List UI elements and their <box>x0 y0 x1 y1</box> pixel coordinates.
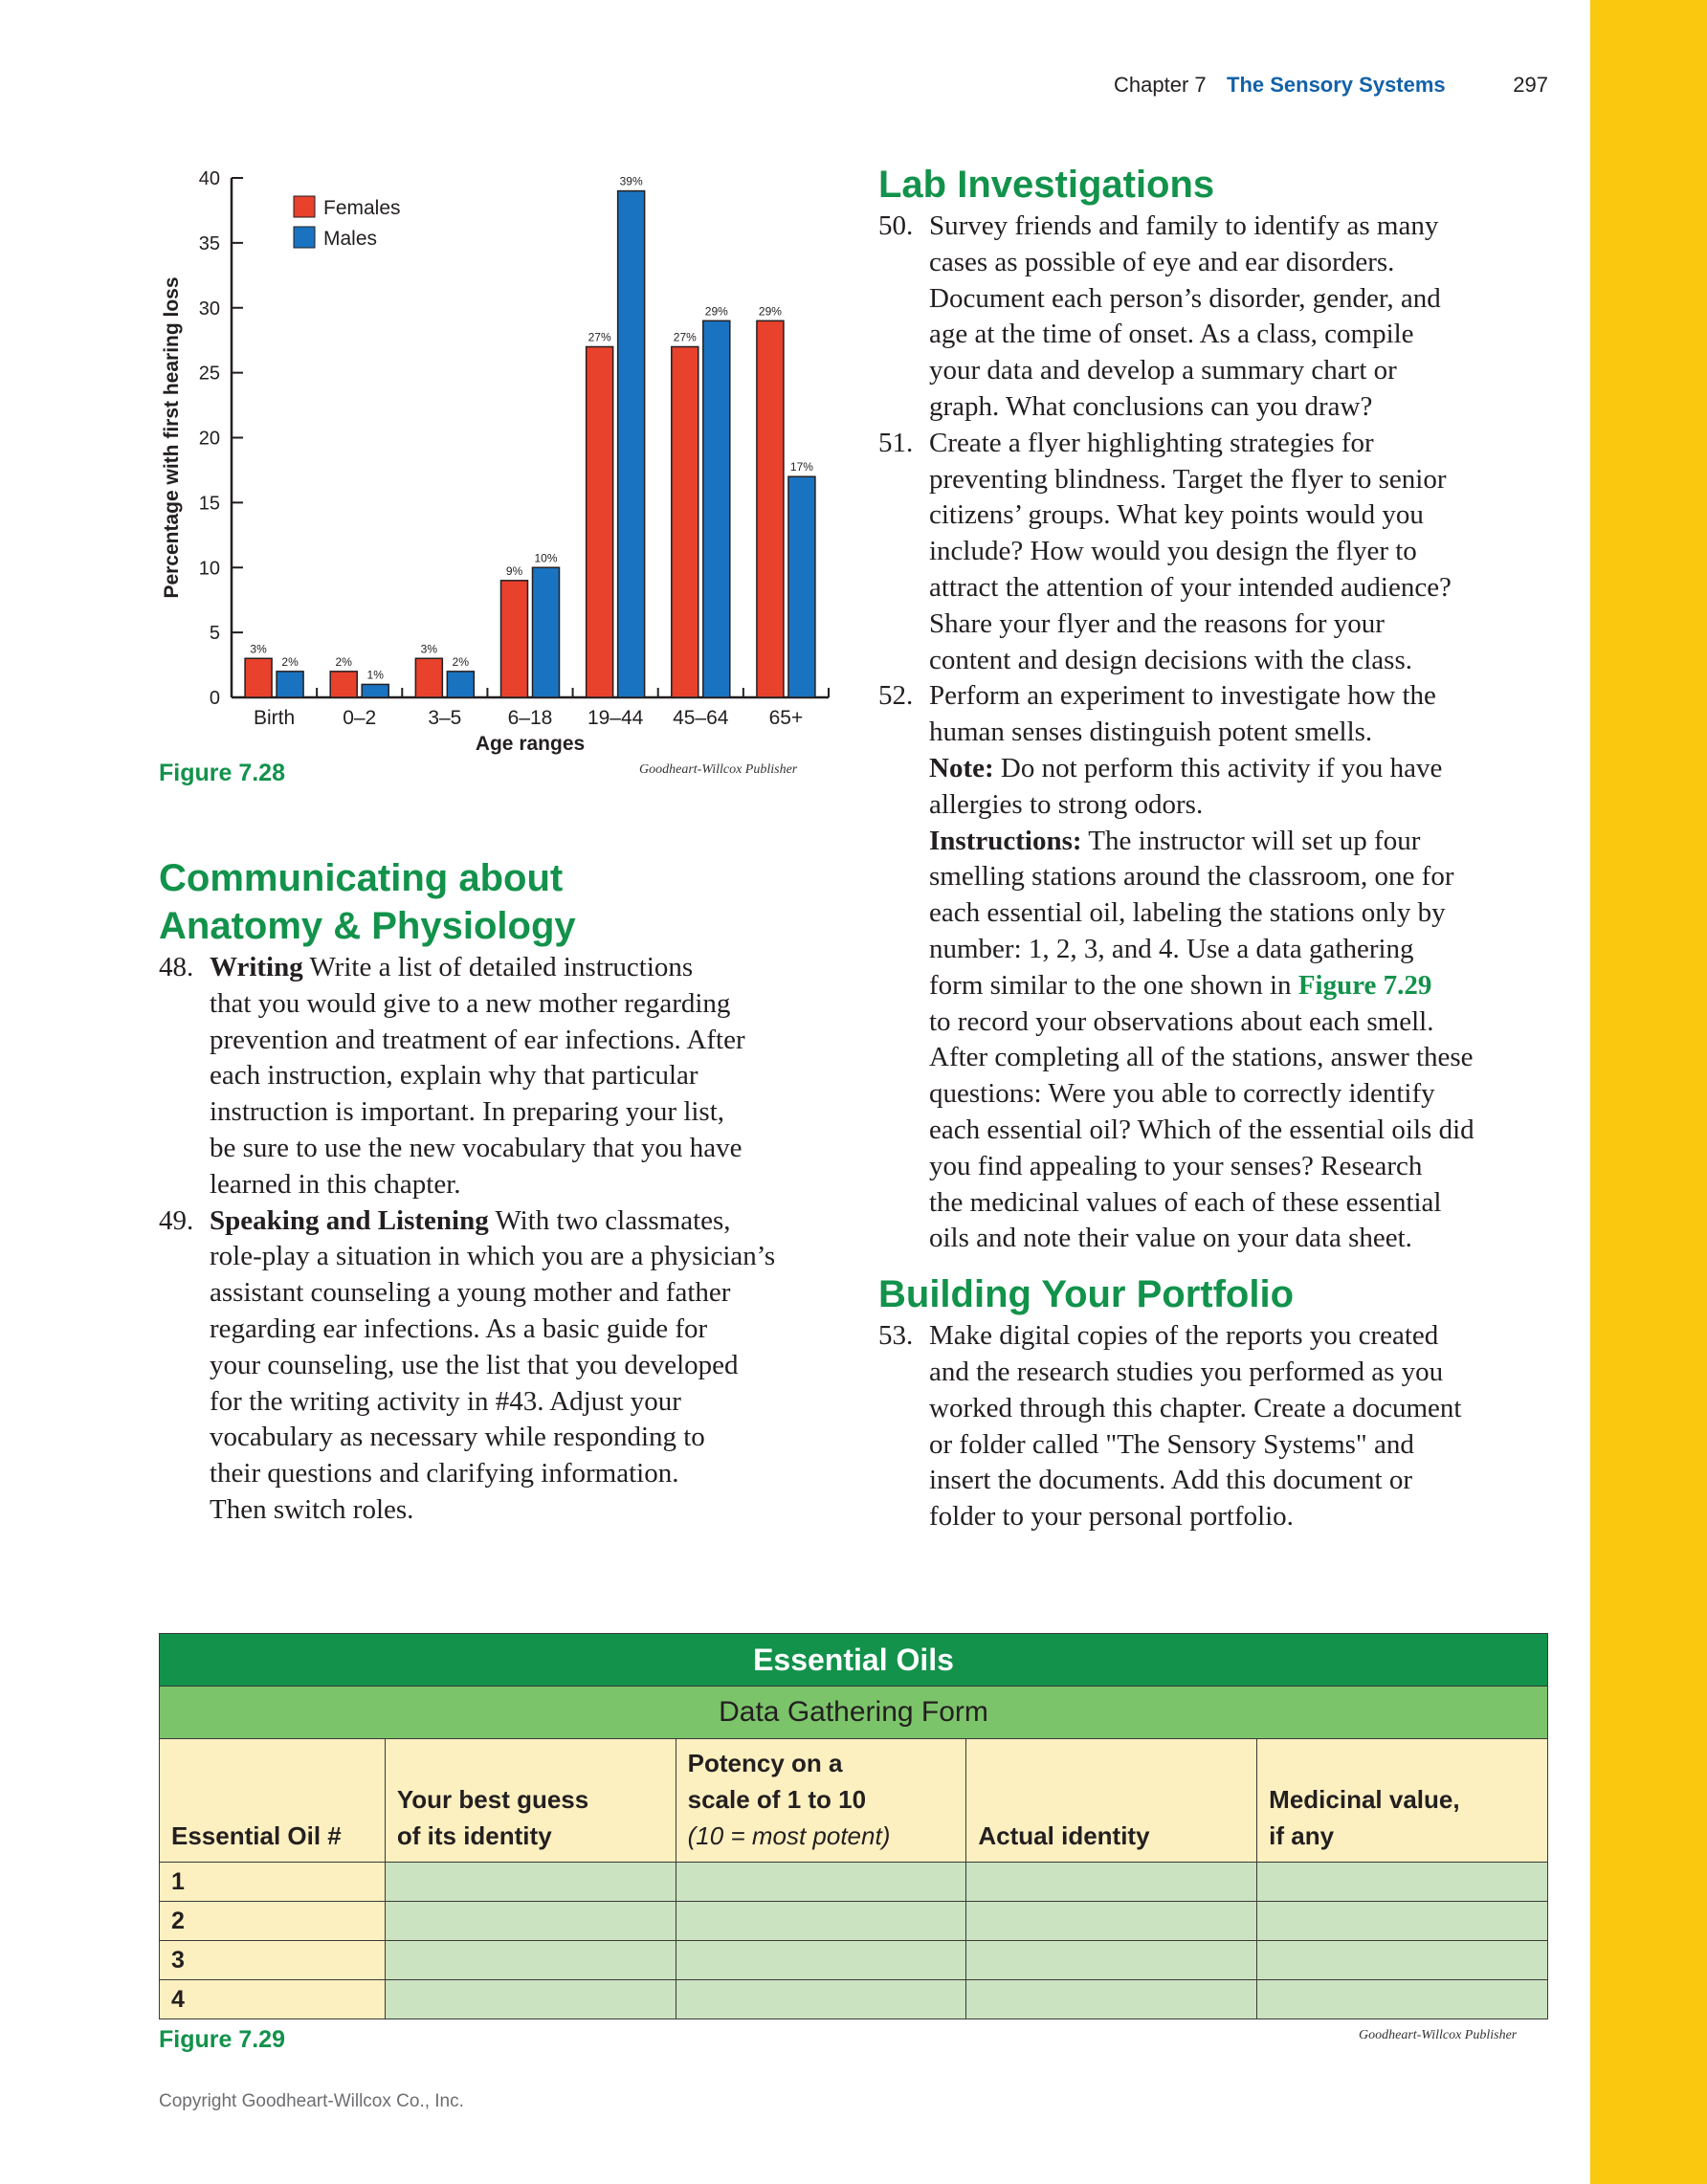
header-text: if any <box>1269 1821 1335 1850</box>
activity-number: 51. <box>878 427 914 458</box>
header-text: of its identity <box>396 1821 552 1850</box>
column-header-best-guess <box>385 1739 676 1863</box>
figure-7-29-label: Figure 7.29 <box>159 2026 285 2053</box>
figure-7-29-credit: Goodheart-Willcox Publisher <box>1359 2028 1518 2042</box>
text-line: preventing blindness. Target the flyer to senior <box>929 463 1447 495</box>
legend-swatch-males <box>294 227 315 248</box>
chapter-title: The Sensory Systems <box>1227 73 1446 97</box>
column-header-actual-identity <box>966 1739 1257 1863</box>
bar-females <box>330 672 357 697</box>
text-line: the medicinal values of each of these essential <box>929 1186 1442 1218</box>
activity-number: 53. <box>878 1320 914 1352</box>
data-label: 39% <box>619 174 643 188</box>
column-header-potency <box>676 1739 966 1863</box>
text-line: Create a flyer highlighting strategies for <box>929 427 1374 458</box>
header-note: (10 = most potent) <box>687 1821 891 1850</box>
activity-52-note <box>878 751 1560 824</box>
text-line: Document each person’s disorder, gender, and <box>929 282 1441 314</box>
essential-oils-form <box>159 1633 1548 2019</box>
chapter-number: Chapter 7 <box>1114 73 1207 97</box>
text-line: role-play a situation in which you are a physician’s <box>210 1241 776 1272</box>
text-line: human senses distinguish potent smells. <box>929 717 1373 748</box>
activity-number: 50. <box>878 210 914 241</box>
text-line: you find appealing to your senses? Research <box>929 1150 1423 1181</box>
y-tick-label: 0 <box>209 688 220 709</box>
data-label: 1% <box>366 668 384 682</box>
running-head <box>1053 69 1550 107</box>
data-label: 27% <box>587 330 611 344</box>
text-line: Perform an experiment to investigate how the <box>929 680 1436 712</box>
page-number: 297 <box>1513 73 1548 97</box>
text-line: instruction is important. In preparing your list, <box>210 1096 725 1128</box>
text-line: prevention and treatment of ear infections. After <box>210 1024 745 1055</box>
section-heading-communicating <box>159 854 834 950</box>
data-label: 17% <box>789 460 813 474</box>
bar-males <box>788 476 815 697</box>
data-label: 27% <box>673 330 697 344</box>
header-text: Your best guess <box>396 1785 589 1814</box>
legend-label-females: Females <box>323 197 401 219</box>
figure-7-29-reference: Figure 7.29 <box>1297 969 1432 1001</box>
text-line: vocabulary as necessary while responding to <box>210 1422 705 1453</box>
text-line: and the research studies you performed as you <box>929 1356 1444 1387</box>
data-label: 29% <box>704 304 728 319</box>
text-line: questions: Were you able to correctly identify <box>929 1078 1435 1110</box>
entry-cell[interactable] <box>966 1941 1257 1980</box>
activity-52-instructions <box>878 824 1560 1258</box>
section-heading-portfolio: Building Your Portfolio <box>878 1273 1295 1316</box>
text-line: assistant counseling a young mother and father <box>210 1277 731 1309</box>
copyright-notice: Copyright Goodheart-Willcox Co., Inc. <box>159 2091 464 2111</box>
bar-females <box>415 658 442 697</box>
entry-cell[interactable] <box>1257 1980 1548 2019</box>
text-line: your data and develop a summary chart or <box>929 355 1397 386</box>
entry-cell[interactable] <box>385 1980 676 2019</box>
table-row <box>160 1941 1548 1980</box>
figure-7-28-label: Figure 7.28 <box>159 760 285 786</box>
text-line: to record your observations about each smell. <box>929 1005 1434 1037</box>
entry-cell[interactable] <box>385 1941 676 1980</box>
activity-51 <box>878 426 1560 679</box>
column-header-oil-number <box>160 1739 386 1863</box>
activity-49 <box>159 1203 834 1529</box>
header-text: scale of 1 to 10 <box>687 1785 867 1814</box>
row-label: 3 <box>160 1941 386 1980</box>
text-line: The instructor will set up four <box>1081 825 1421 856</box>
text-line: content and design decisions with the class. <box>929 644 1412 675</box>
text-line: be sure to use the new vocabulary that you have <box>210 1132 743 1163</box>
bar-males <box>618 191 645 697</box>
text-line: cases as possible of eye and ear disorders. <box>929 246 1395 277</box>
y-tick-label: 5 <box>209 623 220 645</box>
text-line: each essential oil, labeling the stations only by <box>929 897 1446 929</box>
data-label: 2% <box>281 654 299 669</box>
y-tick-label: 35 <box>198 232 220 254</box>
entry-cell[interactable] <box>1257 1941 1548 1980</box>
heading-line-2: Anatomy & Physiology <box>159 905 576 947</box>
table-row <box>160 1902 1548 1941</box>
text-line: worked through this chapter. Create a document <box>929 1392 1462 1423</box>
y-tick-label: 40 <box>198 168 220 189</box>
row-label: 1 <box>160 1863 386 1902</box>
left-column <box>159 854 834 1529</box>
x-tick-label: 45–64 <box>673 707 729 729</box>
text-line: Do not perform this activity if you have <box>993 752 1443 783</box>
entry-cell[interactable] <box>1257 1863 1548 1902</box>
activity-number: 48. <box>159 952 194 982</box>
activity-48 <box>159 950 834 1203</box>
text-line: form similar to the one shown in <box>929 969 1298 1001</box>
text-line: for the writing activity in #43. Adjust your <box>210 1385 681 1417</box>
text-line: smelling stations around the classroom, one for <box>929 861 1454 893</box>
activity-53 <box>878 1318 1560 1535</box>
y-tick-label: 30 <box>198 298 220 320</box>
table-row <box>160 1863 1548 1902</box>
text-line: Survey friends and family to identify as many <box>929 210 1439 241</box>
bar-males <box>533 567 560 697</box>
bar-females <box>672 346 698 697</box>
header-text: Essential Oil # <box>171 1821 342 1850</box>
x-tick-label: 0–2 <box>343 707 377 729</box>
data-label: 3% <box>420 642 438 656</box>
data-label: 29% <box>758 304 782 319</box>
bar-females <box>587 346 613 697</box>
y-tick-label: 15 <box>198 493 220 515</box>
table-title: Essential Oils <box>160 1634 1548 1687</box>
instructions-lead: Instructions: <box>929 825 1082 856</box>
entry-cell[interactable] <box>676 1863 966 1902</box>
bar-males <box>447 672 474 697</box>
entry-cell[interactable] <box>676 1941 966 1980</box>
text-line: citizens’ groups. What key points would you <box>929 499 1424 531</box>
bar-females <box>501 581 528 697</box>
x-tick-label: 3–5 <box>428 707 462 729</box>
activity-number: 52. <box>878 680 914 712</box>
data-label: 3% <box>250 642 267 656</box>
y-tick-label: 20 <box>198 428 220 450</box>
text-line: After completing all of the stations, answer these <box>929 1042 1474 1073</box>
column-header-medicinal-value <box>1257 1739 1548 1863</box>
header-text: Medicinal value, <box>1269 1785 1460 1814</box>
text-line: age at the time of onset. As a class, compile <box>929 319 1414 350</box>
heading-line-1: Communicating about <box>159 857 564 899</box>
text-line: Make digital copies of the reports you created <box>929 1320 1439 1352</box>
entry-cell[interactable] <box>385 1902 676 1941</box>
text-line: graph. What conclusions can you draw? <box>929 390 1373 422</box>
activity-number: 49. <box>159 1204 194 1236</box>
activity-lead: Writing <box>210 952 303 982</box>
entry-cell[interactable] <box>1257 1902 1548 1941</box>
data-label: 2% <box>335 654 352 669</box>
bar-males <box>703 320 730 697</box>
chart-svg <box>144 158 842 770</box>
y-axis-title: Percentage with first hearing loss <box>161 276 183 599</box>
text-line: Share your flyer and the reasons for your <box>929 607 1385 639</box>
x-tick-label: Birth <box>253 707 296 729</box>
text-line: insert the documents. Add this document or <box>929 1465 1413 1496</box>
text-line: regarding ear infections. As a basic guide for <box>210 1313 708 1344</box>
text-line: allergies to strong odors. <box>929 788 1204 820</box>
activity-lead: Speaking and Listening <box>210 1204 489 1236</box>
bar-females <box>757 320 784 697</box>
table-subtitle: Data Gathering Form <box>160 1687 1548 1739</box>
entry-cell[interactable] <box>676 1980 966 2019</box>
entry-cell[interactable] <box>385 1863 676 1902</box>
row-label: 2 <box>160 1902 386 1941</box>
entry-cell[interactable] <box>966 1902 1257 1941</box>
text-line: With two classmates, <box>488 1204 731 1236</box>
data-gathering-table <box>159 1633 1548 2019</box>
text-line: each essential oil? Which of the essential oils did <box>929 1114 1474 1145</box>
bar-females <box>245 658 272 697</box>
legend-swatch-females <box>294 196 315 217</box>
text-line: that you would give to a new mother regarding <box>210 987 731 1019</box>
note-lead: Note: <box>929 752 994 783</box>
hearing-loss-bar-chart <box>144 158 842 789</box>
activity-50 <box>878 209 1560 426</box>
text-line: your counseling, use the list that you developed <box>210 1349 739 1380</box>
text-line: learned in this chapter. <box>210 1168 461 1200</box>
right-column <box>878 161 1560 1535</box>
table-row <box>160 1980 1548 2019</box>
text-line: folder to your personal portfolio. <box>929 1501 1294 1533</box>
text-line: number: 1, 2, 3, and 4. Use a data gathering <box>929 933 1414 964</box>
row-label: 4 <box>160 1980 386 2019</box>
data-label: 9% <box>505 563 523 578</box>
legend-label-males: Males <box>323 228 378 250</box>
entry-cell[interactable] <box>676 1902 966 1941</box>
text-line: each instruction, explain why that particular <box>210 1060 698 1092</box>
text-line: Then switch roles. <box>210 1493 414 1525</box>
figure-7-28-credit: Goodheart-Willcox Publisher <box>639 762 798 777</box>
bar-males <box>277 672 303 697</box>
bar-males <box>362 684 388 697</box>
data-label: 10% <box>534 551 558 565</box>
page-edge-color-bar <box>1590 0 1707 2184</box>
section-heading-lab: Lab Investigations <box>878 164 1215 206</box>
entry-cell[interactable] <box>966 1980 1257 2019</box>
y-tick-label: 10 <box>198 558 220 580</box>
header-text: Potency on a <box>687 1749 843 1777</box>
text-line: include? How would you design the flyer to <box>929 536 1417 567</box>
y-tick-label: 25 <box>198 363 220 385</box>
data-label: 2% <box>452 654 470 669</box>
activity-52 <box>878 678 1560 751</box>
x-tick-label: 6–18 <box>507 707 553 729</box>
text-line: their questions and clarifying information. <box>210 1458 679 1489</box>
text-line: attract the attention of your intended audience? <box>929 571 1452 603</box>
header-text: Actual identity <box>978 1821 1150 1850</box>
entry-cell[interactable] <box>966 1863 1257 1902</box>
text-line: oils and note their value on your data sheet. <box>929 1223 1412 1254</box>
text-line: or folder called "The Sensory Systems" and <box>929 1428 1414 1460</box>
x-tick-label: 65+ <box>768 707 804 729</box>
text-line: Write a list of detailed instructions <box>302 952 694 982</box>
x-tick-label: 19–44 <box>587 707 644 729</box>
x-axis-title: Age ranges <box>475 733 586 755</box>
